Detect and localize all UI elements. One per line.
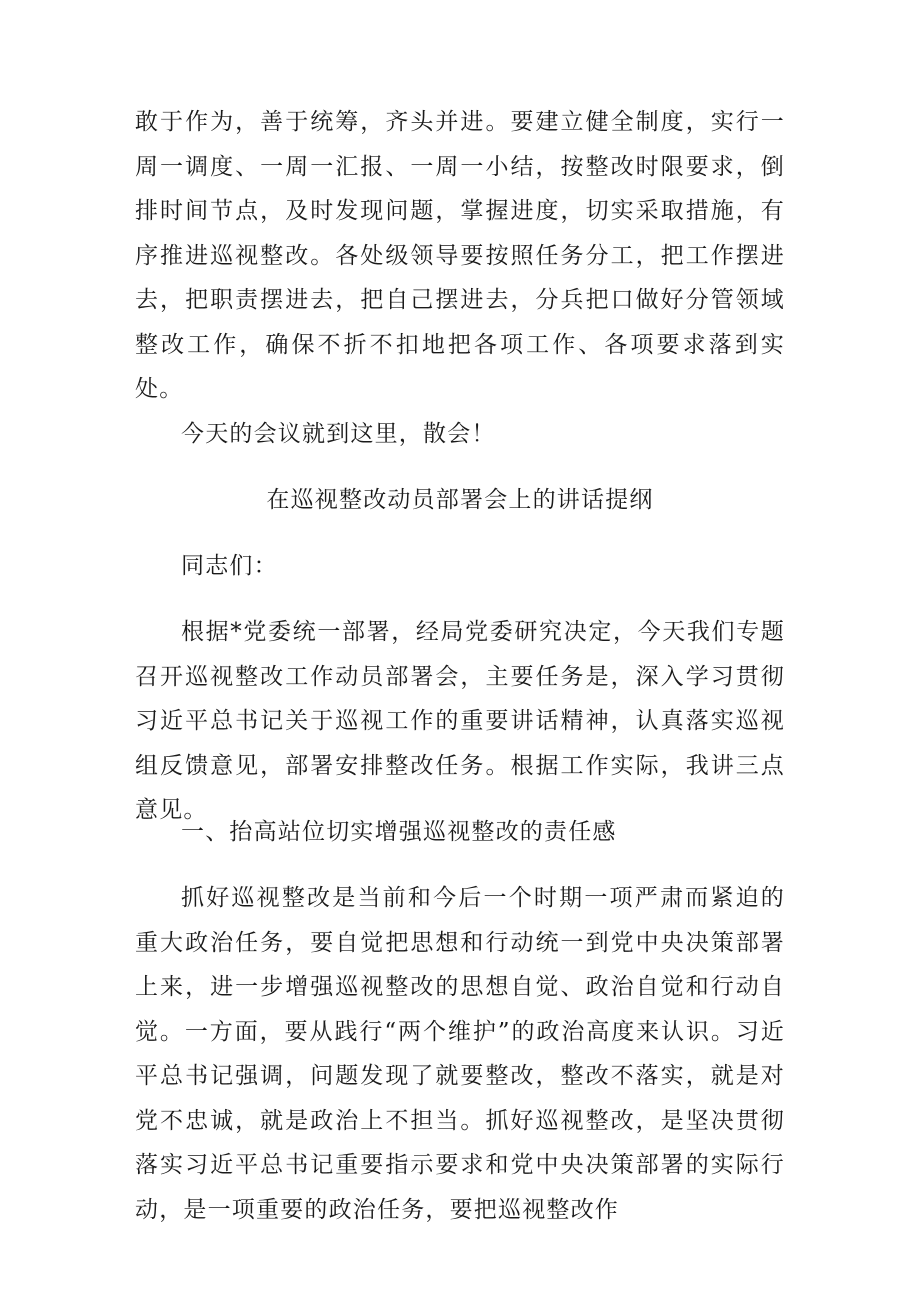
paragraph-intro: 根据*党委统一部署，经局党委研究决定，今天我们专题召开巡视整改工作动员部署会，主要任务是，深入学习贯彻习近平总书记关于巡视工作的重要讲话精神，认真落实巡视组反馈意见，部署安排整改任务。根据工作实际，我讲三点意见。 xyxy=(135,619,785,823)
paragraph-closing: 今天的会议就到这里，散会！ xyxy=(181,421,496,447)
section-heading-1: 一、抬高站位切实增强巡视整改的责任感 xyxy=(181,819,617,845)
greeting: 同志们： xyxy=(181,553,278,579)
paragraph-section-1: 抓好巡视整改是当前和今后一个时期一项严肃而紧迫的重大政治任务，要自觉把思想和行动统一到党中央决策部署上来，进一步增强巡视整改的思想自觉、政治自觉和行动自觉。一方面，要从践行“两个维护”的政治高度来认识。习近平总书记强调，问题发现了就要整改，整改不落实，就是对党不忠诚，就是政治上不担当。抓好巡视整改，是坚决贯彻落实习近平总书记重要指示要求和党中央决策部署的实际行动，是一项重要的政治任务，要把巡视整改作 xyxy=(135,885,785,1223)
speech-title: 在巡视整改动员部署会上的讲话提纲 xyxy=(266,487,654,513)
paragraph-continued: 敢于作为，善于统筹，齐头并进。要建立健全制度，实行一周一调度、一周一汇报、一周一小结，按整改时限要求，倒排时间节点，及时发现问题，掌握进度，切实采取措施，有序推进巡视整改。各处级领导要按照任务分工，把工作摆进去，把职责摆进去，把自己摆进去，分兵把口做好分管领域整改工作，确保不折不扣地把各项工作、各项要求落到实处。 xyxy=(135,109,785,402)
